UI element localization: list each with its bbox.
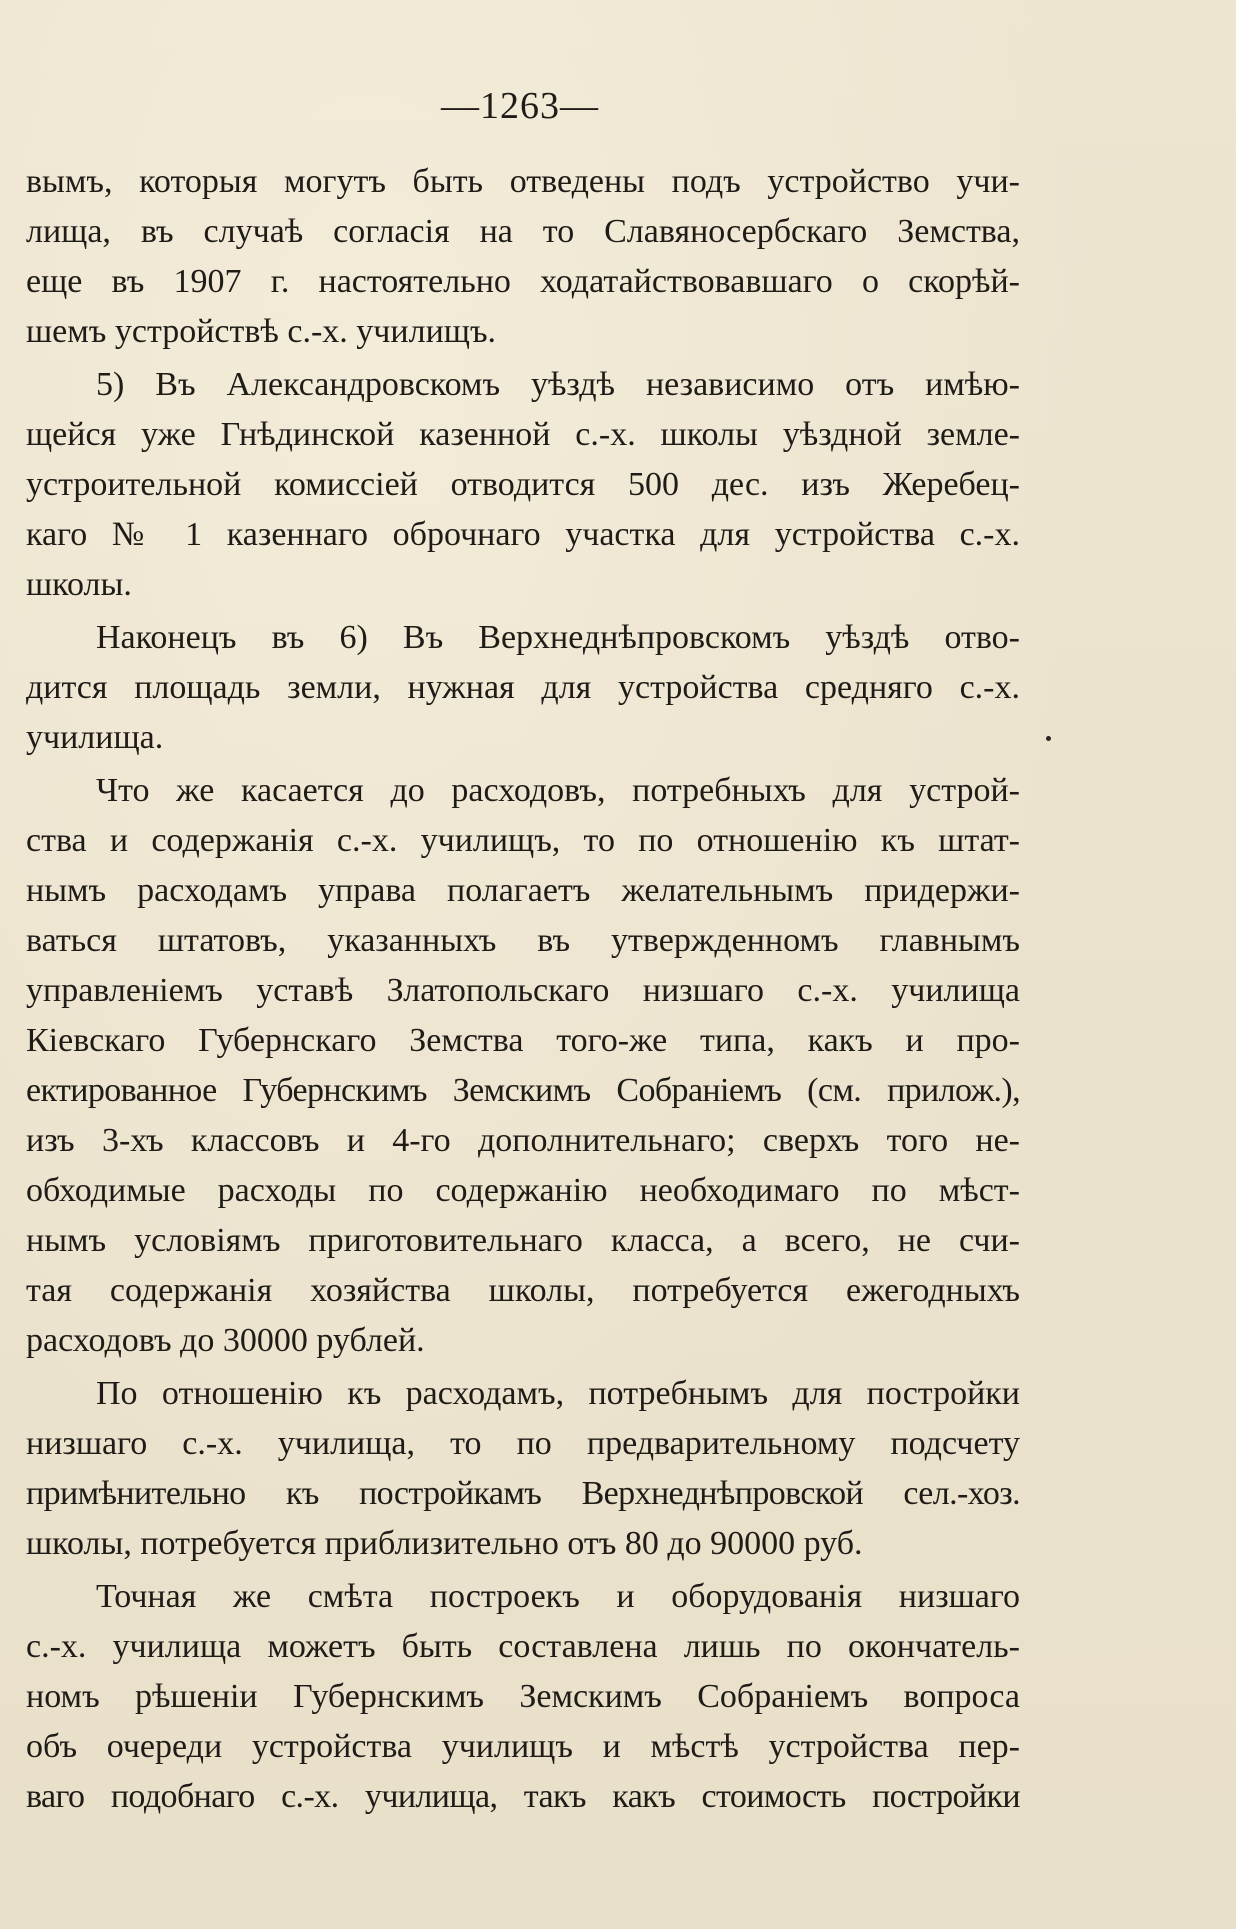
text-line: По отношенію къ расходамъ, потребнымъ для постройки	[96, 1375, 1020, 1412]
text-line: ства и содержанія с.-х. училищъ, то по отношенію къ штат-	[26, 822, 1020, 859]
text-line: вымъ, которыя могутъ быть отведены подъ устройство учи-	[26, 163, 1020, 200]
text-line: Точная же смѣта построекъ и оборудованія низшаго	[96, 1578, 1020, 1615]
text-line: тая содержанія хозяйства школы, потребуется ежегодныхъ	[26, 1272, 1020, 1309]
text-line: ектированное Губернскимъ Земскимъ Собраніемъ (см. прилож.),	[26, 1072, 1020, 1109]
text-line: обходимые расходы по содержанію необходимаго по мѣст-	[26, 1172, 1020, 1209]
text-line: низшаго с.-х. училища, то по предварительному подсчету	[26, 1425, 1020, 1462]
text-line: объ очереди устройства училищъ и мѣстѣ устройства пер-	[26, 1728, 1020, 1765]
text-line: школы.	[26, 566, 132, 603]
text-line: ваго подобнаго с.-х. училища, такъ какъ стоимость постройки	[26, 1778, 1020, 1815]
ink-speck	[1046, 736, 1051, 741]
text-line: нымъ условіямъ приготовительнаго класса, а всего, не счи-	[26, 1222, 1020, 1259]
text-line: расходовъ до 30000 рублей.	[26, 1322, 425, 1359]
text-line: устроительной комиссіей отводится 500 дес. изъ Жеребец-	[26, 466, 1020, 503]
text-line: Кіевскаго Губернскаго Земства того-же типа, какъ и про-	[26, 1022, 1020, 1059]
text-line: щейся уже Гнѣдинской казенной с.-х. школы уѣздной земле-	[26, 416, 1020, 453]
text-line: еще въ 1907 г. настоятельно ходатайствовавшаго о скорѣй-	[26, 263, 1020, 300]
text-line: школы, потребуется приблизительно отъ 80 до 90000 руб.	[26, 1525, 863, 1562]
body-text	[26, 157, 1020, 1822]
text-line: изъ 3-хъ классовъ и 4-го дополнительнаго; сверхъ того не-	[26, 1122, 1020, 1159]
page-number: —1263—	[441, 85, 599, 127]
text-line: шемъ устройствѣ с.-х. училищъ.	[26, 313, 497, 350]
text-line: лища, въ случаѣ согласія на то Славяносербскаго Земства,	[26, 213, 1020, 250]
text-line: с.-х. училища можетъ быть составлена лишь по окончатель-	[26, 1628, 1020, 1665]
text-line: ваться штатовъ, указанныхъ въ утвержденномъ главнымъ	[26, 922, 1020, 959]
text-line: номъ рѣшеніи Губернскимъ Земскимъ Собраніемъ вопроса	[26, 1678, 1020, 1715]
text-line: примѣнительно къ постройкамъ Верхнеднѣпровской сел.-хоз.	[26, 1475, 1020, 1512]
text-line: Наконецъ въ 6) Въ Верхнеднѣпровскомъ уѣздѣ отво-	[96, 619, 1020, 656]
text-line: каго № 1 казеннаго оброчнаго участка для устройства с.-х.	[26, 516, 1020, 553]
text-line: дится площадь земли, нужная для устройства средняго с.-х.	[26, 669, 1020, 706]
text-line: нымъ расходамъ управа полагаетъ желательнымъ придержи-	[26, 872, 1020, 909]
text-line: Что же касается до расходовъ, потребныхъ для устрой-	[96, 772, 1020, 809]
text-line: управленіемъ уставѣ Златопольскаго низшаго с.-х. училища	[26, 972, 1020, 1009]
text-line: училища.	[26, 719, 164, 756]
text-line: 5) Въ Александровскомъ уѣздѣ независимо отъ имѣю-	[96, 366, 1020, 403]
